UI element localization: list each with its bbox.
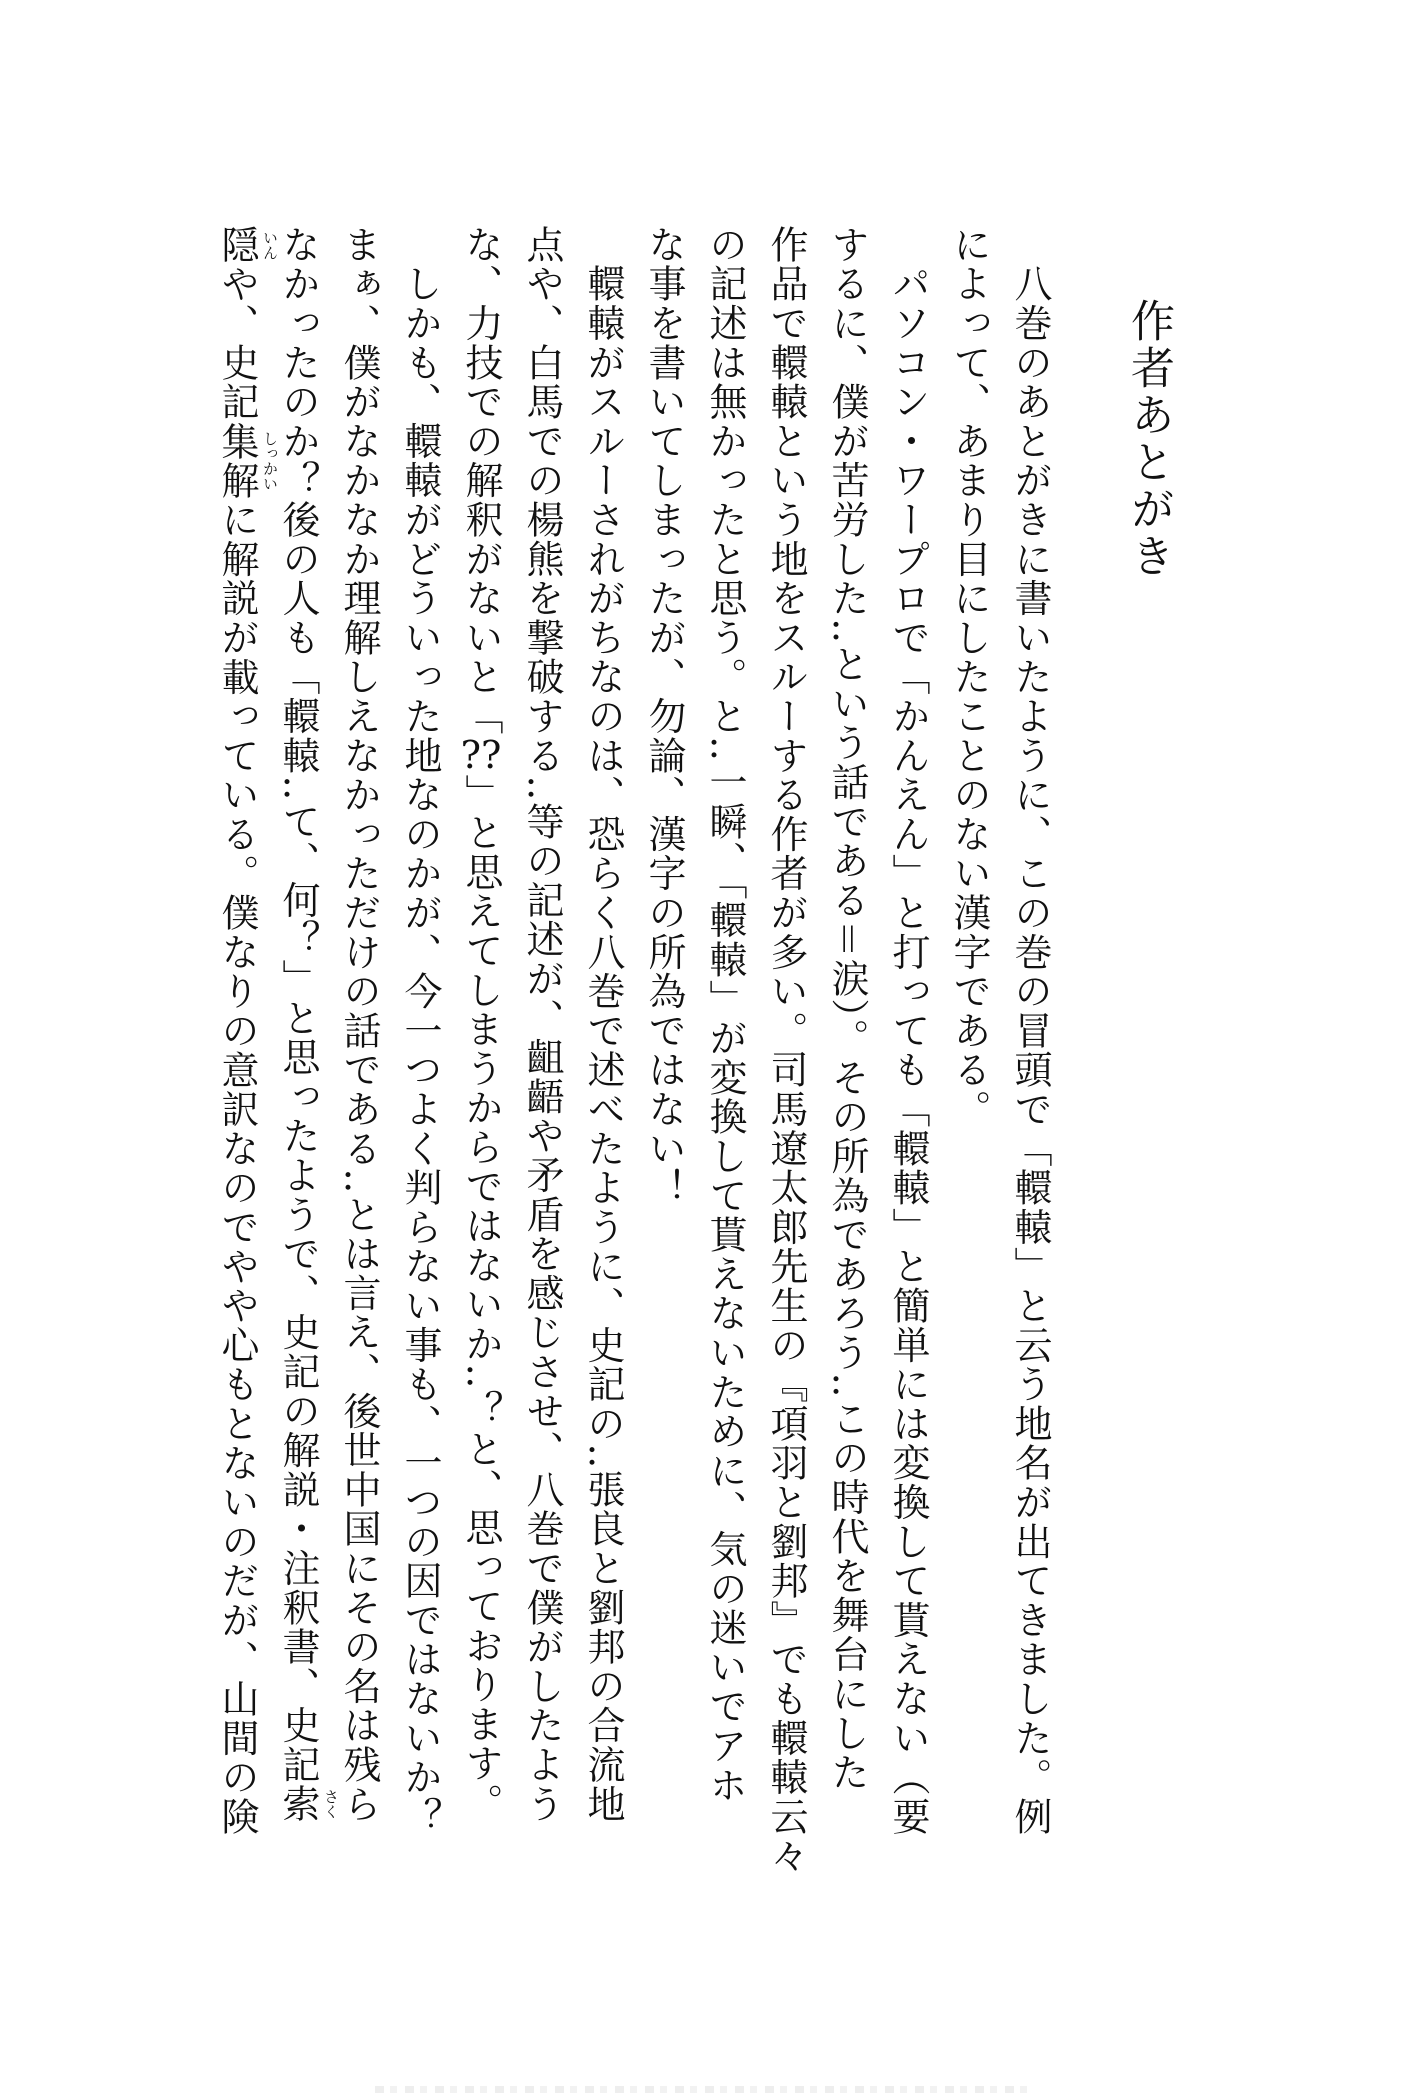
column-text: なかったのか？後の人も「轘轅‥て、何？」と思ったようで、史記の解説・注釈書、史記 xyxy=(276,225,320,1785)
text-column xyxy=(397,225,443,1850)
column-text: や、史記 xyxy=(215,264,259,422)
ruby-base xyxy=(215,421,279,501)
ruby-annotation: さく xyxy=(322,1789,340,1820)
column-text: な事を書いてしまったが、勿論、漢字の所為ではない！ xyxy=(642,225,686,1208)
column-text: パソコン・ワープロで「かんえん」と打っても「轘轅」と簡単には変換して貰えない（要 xyxy=(886,225,930,1837)
column-text: 作品で轘轅という地をスルーする作者が多い。司馬遼太郎先生の『項羽と劉邦』でも轘轅云々 xyxy=(764,225,808,1876)
ruby-base xyxy=(215,225,279,265)
text-column xyxy=(946,225,992,1850)
text-column xyxy=(214,225,279,1850)
page-title: 作者あとがき xyxy=(1123,298,1174,580)
text-column xyxy=(519,225,565,1850)
scan-bleed-artifact xyxy=(375,2086,1027,2093)
column-text: まぁ、僕がなかなか理解しえなかっただけの話である‥とは言え、後世中国にその名は残ら xyxy=(337,225,381,1824)
column-text: 点や、白馬での楊熊を撃破する‥等の記述が、齟齬や矛盾を感じさせ、八巻で僕がしたよう xyxy=(520,225,564,1824)
column-text: するに、僕が苦労した‥という話である＝涙）。その所為であろう‥この時代を舞台にした xyxy=(825,225,869,1792)
ruby-base-text: 索 xyxy=(276,1784,320,1824)
column-text: 八巻のあとがきに書いたように、この巻の冒頭で「轘轅」と云う地名が出てきました。例 xyxy=(1008,225,1052,1837)
column-text: 轘轅がスルーされがちなのは、恐らく八巻で述べたように、史記の‥張良と劉邦の合流地 xyxy=(581,225,625,1824)
text-column xyxy=(336,225,382,1850)
column-text: に解説が載っている。僕なりの意訳なのでやや心もとないのだが、山間の険 xyxy=(215,500,259,1837)
ruby-base-text: 隠 xyxy=(215,225,259,265)
column-text: 」と思えてしまうからではないか‥？と、思っております。 xyxy=(459,773,503,1823)
column-text: しかも、轘轅がどういった地なのかが、今一つよく判らない事も、一つの因ではないか？ xyxy=(398,225,442,1837)
text-column xyxy=(763,225,809,1876)
text-column xyxy=(702,225,748,1850)
column-text: な、力技での解釈がないと「 xyxy=(459,225,503,736)
column-text: の記述は無かったと思う。と‥一瞬、「轘轅」が変換して貰えないために、気の迷いでアホ xyxy=(703,225,747,1805)
ruby-annotation: しっかい xyxy=(261,430,279,491)
text-column xyxy=(275,225,340,1850)
text-column xyxy=(641,225,687,1850)
text-column xyxy=(458,225,504,1850)
text-column xyxy=(824,225,870,1850)
ruby-base xyxy=(276,1784,340,1824)
text-column xyxy=(580,225,626,1850)
column-text: によって、あまり目にしたことのない漢字である。 xyxy=(947,225,991,1129)
ruby-base-text: 集解 xyxy=(215,421,259,501)
ruby-annotation: いん xyxy=(261,229,279,260)
tate-chu-yoko-question-marks: ?? xyxy=(460,735,502,774)
text-column xyxy=(885,225,931,1850)
text-column xyxy=(1007,225,1053,1850)
